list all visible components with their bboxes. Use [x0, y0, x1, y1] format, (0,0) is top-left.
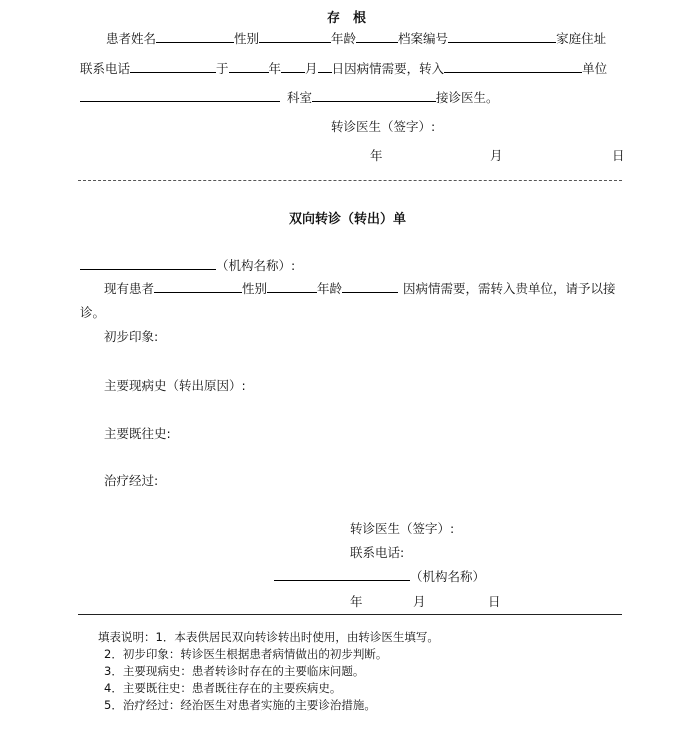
gender-field[interactable] — [259, 30, 331, 43]
on-label: 于 — [216, 61, 229, 76]
stub-date-month: 月 — [490, 148, 503, 163]
institution-label: （机构名称）: — [216, 258, 296, 273]
stub-row-1 — [106, 29, 606, 47]
form-institution-name-field[interactable] — [274, 568, 410, 581]
age-field[interactable] — [356, 30, 398, 43]
notes-item: 2．初步印象：转诊医生根据患者病情做出的初步判断。 — [104, 647, 388, 661]
form-gender-field[interactable] — [267, 280, 317, 293]
patient-name-label: 患者姓名 — [106, 31, 157, 46]
form-reason-text: 因病情需要，需转入贵单位，请予以接 — [403, 281, 616, 296]
file-no-field[interactable] — [448, 30, 556, 43]
month-label: 月 — [305, 61, 318, 76]
form-institution-sign-row — [274, 567, 485, 585]
month-field[interactable] — [281, 60, 305, 73]
day-field[interactable] — [318, 60, 332, 73]
form-institution-row — [80, 256, 295, 274]
file-no-label: 档案编号 — [398, 31, 449, 46]
notes-item: 5．治疗经过：经治医生对患者实施的主要诊治措施。 — [104, 698, 376, 712]
receiving-doctor-label: 接诊医生。 — [436, 90, 499, 105]
address-label: 家庭住址 — [556, 31, 607, 46]
patient-name-field[interactable] — [156, 30, 234, 43]
form-contact-phone-label: 联系电话: — [350, 545, 405, 560]
stub-title: 存 根 — [327, 11, 367, 26]
stub-row-2 — [80, 59, 607, 77]
preliminary-label: 初步印象: — [104, 329, 159, 344]
stub-date-day: 日 — [612, 148, 625, 163]
gender-label: 性别 — [234, 31, 260, 46]
dept-field[interactable] — [312, 89, 436, 102]
stub-blank-field[interactable] — [80, 89, 280, 102]
form-patient-name-field[interactable] — [154, 280, 242, 293]
cut-line — [78, 180, 622, 181]
current-patient-label: 现有患者 — [104, 281, 155, 296]
form-institution-name-label: （机构名称） — [410, 569, 486, 584]
notes-item: 3．主要现病史：患者转诊时存在的主要临床问题。 — [104, 664, 365, 678]
phone-label: 联系电话 — [80, 61, 131, 76]
form-date-year: 年 — [350, 594, 363, 609]
notes-item: 4．主要既往史：患者既往存在的主要疾病史。 — [104, 681, 342, 695]
stub-transfer-doctor-label: 转诊医生（签字）: — [331, 119, 436, 134]
form-line-1 — [104, 279, 616, 297]
form-line-2: 诊。 — [80, 305, 106, 320]
stub-date-year: 年 — [370, 148, 383, 163]
institution-field[interactable] — [80, 257, 216, 270]
phone-field[interactable] — [130, 60, 216, 73]
unit-label: 单位 — [582, 61, 608, 76]
year-label: 年 — [268, 61, 282, 76]
treatment-label: 治疗经过: — [104, 473, 159, 488]
form-transfer-doctor-label: 转诊医生（签字）: — [350, 521, 455, 536]
form-age-field[interactable] — [342, 280, 398, 293]
year-field[interactable] — [229, 60, 269, 73]
stub-row-3 — [80, 88, 499, 106]
form-age-label: 年龄 — [317, 281, 343, 296]
present-history-label: 主要现病史（转出原因）: — [104, 378, 246, 393]
notes-heading: 填表说明：1．本表供居民双向转诊转出时使用，由转诊医生填写。 — [98, 630, 439, 644]
age-label: 年龄 — [331, 31, 357, 46]
form-gender-label: 性别 — [242, 281, 268, 296]
unit-field[interactable] — [444, 60, 582, 73]
past-history-label: 主要既往史: — [104, 426, 171, 441]
day-reason-label: 日因病情需要，转入 — [331, 61, 445, 76]
form-date-day: 日 — [488, 594, 501, 609]
dept-label: 科室 — [287, 90, 313, 105]
form-title: 双向转诊（转出）单 — [289, 212, 407, 227]
form-date-month: 月 — [413, 594, 426, 609]
notes-separator — [78, 614, 622, 615]
